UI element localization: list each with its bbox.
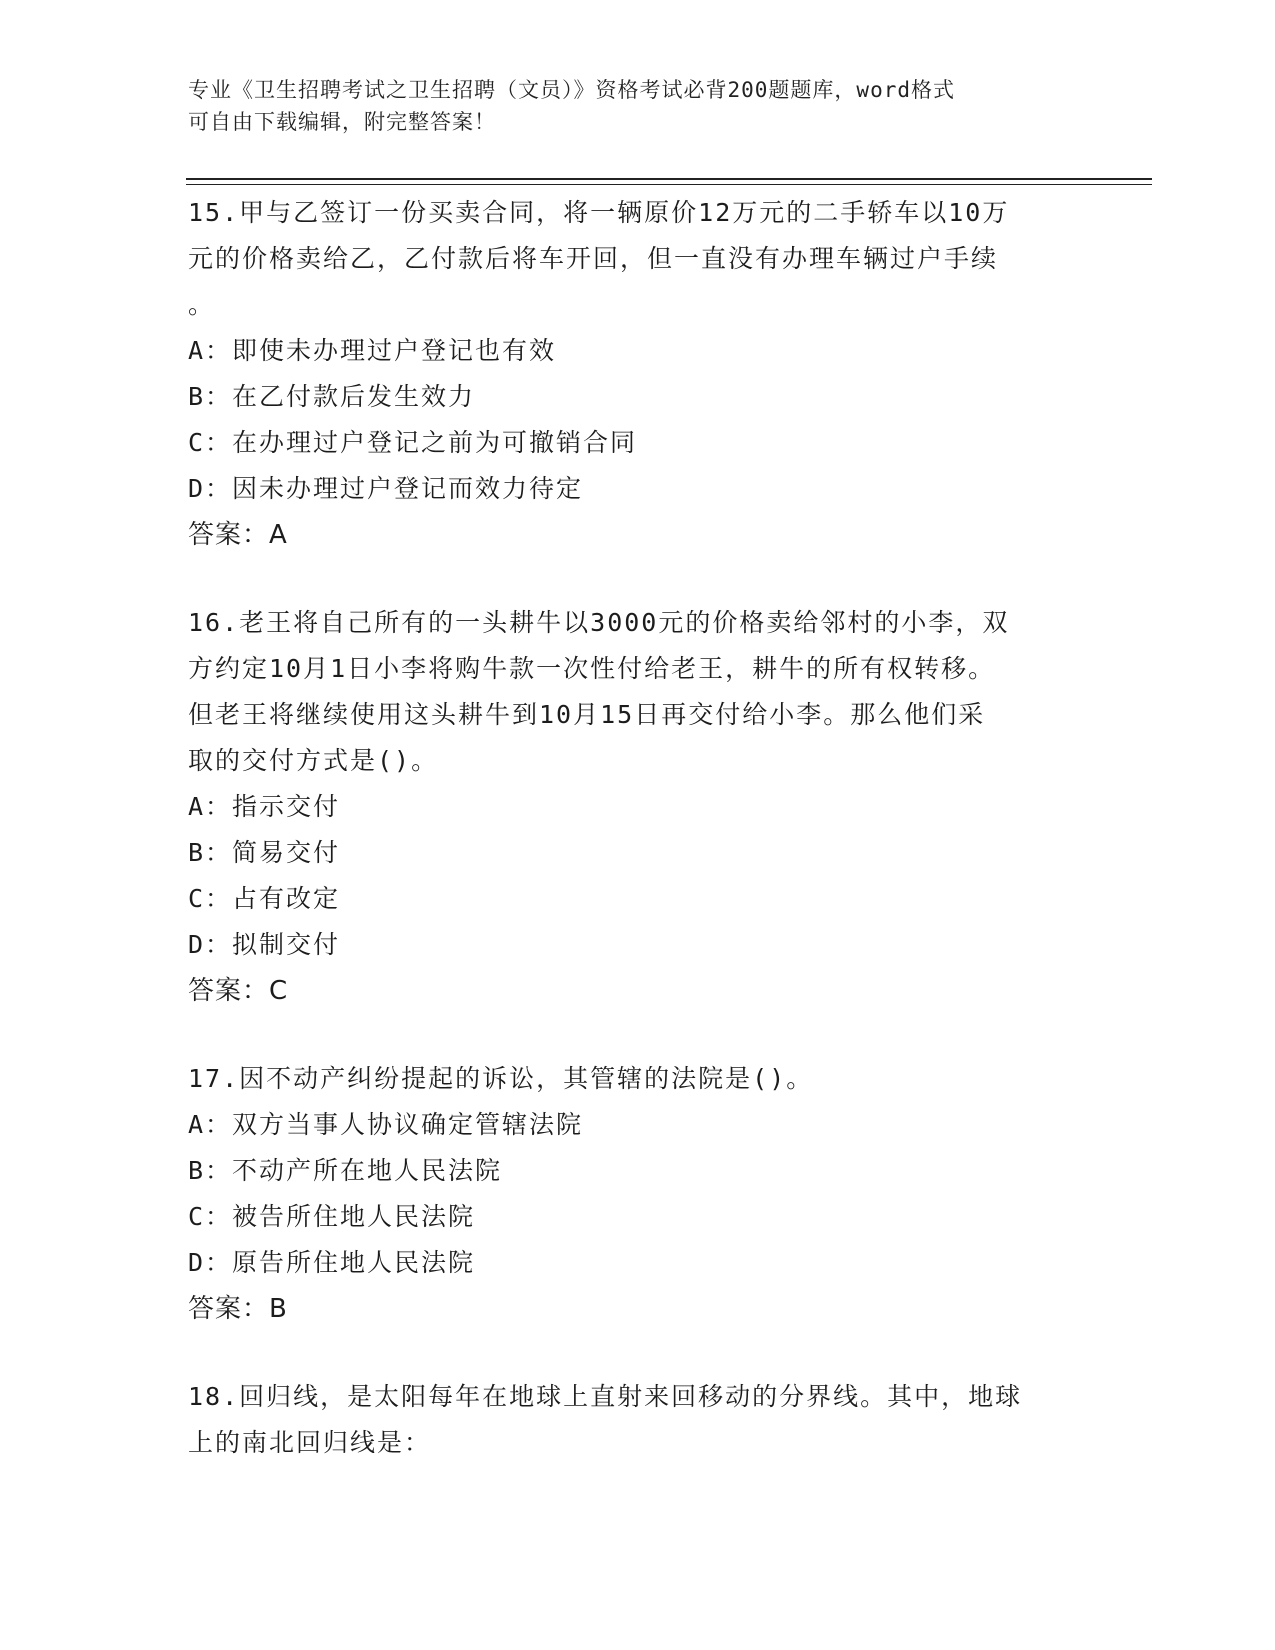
question-stem-line: 方约定10月1日小李将购牛款一次性付给老王，耕牛的所有权转移。	[188, 654, 996, 683]
question-17	[188, 1056, 1088, 1332]
question-18	[188, 1374, 1088, 1466]
option-b: B：简易交付	[188, 838, 341, 867]
header-line-1: 专业《卫生招聘考试之卫生招聘（文员）》资格考试必背200题题库，word格式	[188, 78, 955, 102]
header-divider-thin	[186, 184, 1152, 185]
question-stem-line: 但老王将继续使用这头耕牛到10月15日再交付给小李。那么他们采	[188, 700, 986, 729]
option-c: C：占有改定	[188, 884, 341, 913]
answer-label: 答案：C	[188, 976, 289, 1006]
question-stem-line: 15.甲与乙签订一份买卖合同，将一辆原价12万元的二手轿车以10万	[188, 198, 1010, 227]
question-stem-line: 。	[188, 290, 216, 319]
header-divider-thick	[186, 178, 1152, 180]
option-b: B：不动产所在地人民法院	[188, 1156, 503, 1185]
option-d: D：拟制交付	[188, 930, 341, 959]
option-d: D：因未办理过户登记而效力待定	[188, 474, 584, 503]
question-stem-line: 元的价格卖给乙，乙付款后将车开回，但一直没有办理车辆过户手续	[188, 244, 999, 273]
question-stem-line: 18.回归线，是太阳每年在地球上直射来回移动的分界线。其中，地球	[188, 1382, 1023, 1411]
question-spacer	[188, 1014, 1088, 1056]
question-stem-line: 取的交付方式是()。	[188, 746, 439, 775]
option-b: B：在乙付款后发生效力	[188, 382, 476, 411]
option-a: A：双方当事人协议确定管辖法院	[188, 1110, 584, 1139]
option-c: C：在办理过户登记之前为可撤销合同	[188, 428, 638, 457]
question-spacer	[188, 1332, 1088, 1374]
option-c: C：被告所住地人民法院	[188, 1202, 476, 1231]
header-line-2: 可自由下载编辑，附完整答案！	[188, 110, 496, 134]
option-d: D：原告所住地人民法院	[188, 1248, 476, 1277]
question-15	[188, 190, 1088, 558]
question-list	[188, 190, 1088, 1466]
answer-label: 答案：A	[188, 520, 288, 550]
question-spacer	[188, 558, 1088, 600]
option-a: A：即使未办理过户登记也有效	[188, 336, 557, 365]
question-stem-line: 上的南北回归线是：	[188, 1428, 432, 1457]
question-stem-line: 17.因不动产纠纷提起的诉讼，其管辖的法院是()。	[188, 1064, 814, 1093]
question-16	[188, 600, 1088, 1014]
answer-label: 答案：B	[188, 1294, 288, 1324]
document-header	[188, 74, 1068, 138]
option-a: A：指示交付	[188, 792, 341, 821]
question-stem-line: 16.老王将自己所有的一头耕牛以3000元的价格卖给邻村的小李，双	[188, 608, 1010, 637]
